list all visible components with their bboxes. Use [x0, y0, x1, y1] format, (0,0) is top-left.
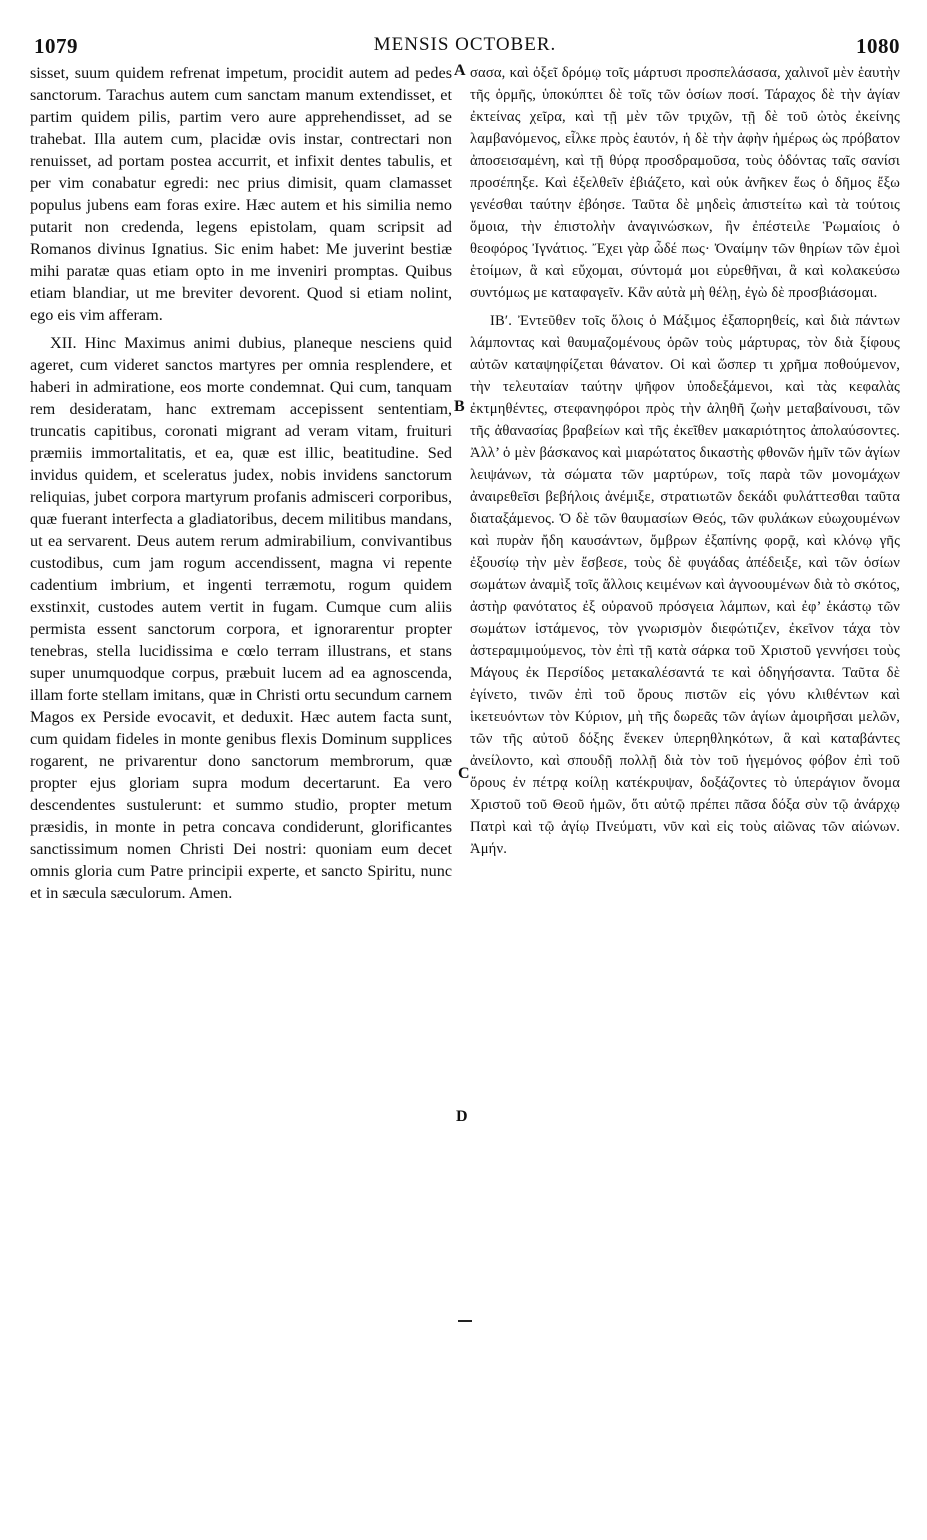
- greek-column: [470, 62, 900, 860]
- section-marker-a: A: [454, 62, 466, 79]
- page-number-left: 1079: [34, 34, 78, 58]
- greek-paragraph-2: ΙΒʹ. Ἐντεῦθεν τοῖς ὅλοις ὁ Μάξιμος ἐξαπορηθείς, καὶ διὰ πάντων λάμποντας καὶ θαυμαζομένους ὁρῶν τοὺς μάρτυρας, τὸν διὰ ξίφους αὐτῶν καταψηφίζεται θάνατον. Οἱ καὶ ὥσπερ τι χρῆμα ποθούμενον, τὴν τελευταίαν ταύτην ψῆφον ὑποδεξάμενοι, καὶ τὰς κεφαλὰς ἐκτμηθέντες, στεφανηφόροι πρὸς τὴν ἀληθῆ ζωὴν μεταβαίνουσι, τῶν τῆς ἀθανασίας βραβείων καὶ τῆς ἐκεῖθεν μακαριότητος ἀπολαύσοντες. Ἀλλ’ ὁ μὲν βάσκανος καὶ μιαρώτατος δικαστὴς φθονῶν ἡμῖν τῶν ἁγίων λειψάνων, τὰ σώματα τῶν μαρτύρων, τοῖς παρὰ τῶν μονομάχων ἀναιρεθεῖσι βεβήλοις ἀνέμιξε, στρατιωτῶν δεκάδι φυλάττεσθαι ταῦτα διαταξάμενος. Ὁ δὲ τῶν θαυμασίων Θεός, τῶν φυλάκων εὐωχουμένων καὶ πυρὰν ἤδη καυσάντων, ὄμβρων ἐξαπίνης φορᾷ, καὶ κλόνῳ γῆς ἐξουσίῳ τὴν μὲν ἔσβεσε, τοὺς δὲ φυγάδας ἀπέδειξε, καὶ τῶν ὁσίων σωμάτων ἀναμὶξ τοῖς ἄλλοις κειμένων καὶ ἀγνοουμένων διὰ τὸ σκότος, ἀστὴρ φανότατος ἐξ οὐρανοῦ πρόσγεια λάμπων, καὶ ἐφ’ ἑκάστῳ τῶν σωμάτων ἱστάμενος, τὸν γνωρισμὸν διεφώτιζεν, ἐκεῖνον τάχα τὸν ἀστεραμιμούμενος, τὸν ἐπὶ τῇ κατὰ σάρκα τοῦ Χριστοῦ γεννήσει τοὺς Μάγους ἐκ Περσίδος μετακαλέσαντά τε καὶ ὁδηγήσαντα. Ταῦτα δὲ ἐγίνετο, τινῶν ἐπὶ τοῦ ὄρους πιστῶν εἰς γόνυ κλιθέντων καὶ ἱκετευόντων τὸν Κύριον, μὴ τῆς δωρεᾶς τῶν ἁγίων ἀμοιρῆσαι μελῶν, τῶν τῆς αὐτοῦ δόξης ἕνεκεν ὑπερηθληκότων, ἃ καὶ καταβάντες ἀνείλοντο, καὶ σπουδῇ πολλῇ διὰ τὸν τοῦ ἡγεμόνος φόβον ἐπὶ τοῦ ὄρους ἐν πέτρᾳ κοίλῃ κατέκρυψαν, δοξάζοντες τὸ ὑπεράγιον ὄνομα Χριστοῦ τοῦ Θεοῦ ἡμῶν, ὅτι αὐτῷ πρέπει πᾶσα δόξα σὺν τῷ ἀνάρχῳ Πατρὶ καὶ τῷ ἁγίῳ Πνεύματι, νῦν καὶ εἰς τοὺς αἰῶνας τῶν αἰώνων. Ἀμήν.: [470, 313, 900, 857]
- greek-paragraph-1: σασα, καὶ ὀξεῖ δρόμῳ τοῖς μάρτυσι προσπελάσασα, χαλινοῖ μὲν ἑαυτὴν τῆς ὁρμῆς, ὑποκύπτει δὲ τοῖς τῶν ὁσίων ποσί. Τάραχος δὲ τὴν ἁγίαν ἐκτείνας χεῖρα, καὶ τῇ μὲν τῶν τριχῶν, τῇ δὲ τοῦ ὠτὸς ἐκείνης λαμβανόμενος, εἷλκε πρὸς ἑαυτόν, ἡ δὲ τὴν ἀφὴν ἡμέρως ὡς πρόβατον ἀποσεισαμένη, καὶ τῇ θύρᾳ προσδραμοῦσα, τοὺς ὀδόντας ταῖς σανίσι προσέπηξε. Καὶ ἐξελθεῖν ἐβιάζετο, καὶ οὐκ ἀνῆκεν ἕως ὁ δῆμος ἔξω γενέσθαι ταύτην ἐβόησε. Ταῦτα δὲ μηδεὶς ἀπιστείτω καὶ τὰ τούτοις ὅμοια, τὴν ἐπιστολὴν ἀναγινώσκων, ἣν ἐπέστειλε Ῥωμαίοις ὁ θεοφόρος Ἰγνάτιος. Ἔχει γὰρ ὧδέ πως· Ὀναίμην τῶν θηρίων τῶν ἐμοὶ ἑτοίμων, ἃ καὶ εὔχομαι, σύντομά μοι εὑρεθῆναι, ἃ καὶ κολακεύσω συντόμως με καταφαγεῖν. Κἂν αὐτὰ μὴ θέλῃ, ἐγὼ δὲ προσβιάσομαι.: [470, 65, 900, 301]
- page-header: [30, 34, 900, 60]
- section-marker-d: D: [456, 1108, 468, 1125]
- page-number-right: 1080: [856, 34, 900, 58]
- section-marker-c: C: [458, 765, 470, 782]
- latin-paragraph-2: XII. Hinc Maximus animi dubius, planeque nesciens quid ageret, cum videret sanctos martyres per omnia resplendere, et haberi in admiratione, eos morte condemnat. Qui cum, tanquam rem desideratam, hanc extremam accepissent sententiam, truncatis capitibus, coronati migrant ad veram vitam, fruituri præmiis immortalitatis, et ea, quæ est illic, beatitudine. Sed invidus quidem, et sceleratus judex, nobis invidens sanctorum reliquias, jubet corpora martyrum profanis admisceri corporibus, quæ fuerant interfecta a gladiatoribus, decem militibus mandans, ut ea servarent. Deus autem rerum admirabilium, convivantibus custodibus, cum jam rogum accendissent, magna vi repente cadentium imbrium, et ingenti terræmotu, rogum quidem exstinxit, custodes autem vertit in fugam. Cumque cum aliis permista essent sanctorum corpora, et ignorarentur propter tenebras, stella lucidissima e cœlo terram illustrans, et stans super unumquodque corpus, præbuit lucem ad ea agnoscenda, illam forte stellam imitans, quæ in Christi ortu secundum carnem Magos ex Perside evocavit, et deduxit. Hæc autem facta sunt, cum quidam fideles in monte genibus flexis Dominum supplices rogarent, ne privarentur dono sanctorum membrorum, quæ propter ejus gloriam supra modum decertarunt. Ea vero descendentes sustulerunt: et summo studio, propter metum præsidis, in monte in petra concava condiderunt, glorificantes sanctissimum nomen Christi Dei nostri: quoniam eum decet omnis gloria cum Patre principii experte, et sancto Spiritu, nunc et in sæcula sæculorum. Amen.: [30, 334, 452, 902]
- footer-rule: [458, 1320, 472, 1322]
- latin-paragraph-1: sisset, suum quidem refrenat impetum, procidit autem ad pedes sanctorum. Tarachus autem cum sanctam manum extendisset, et partim quidem pilis, partim vero aure apprehendisset, ad se trahebat. Illa autem cum, placidæ ovis instar, contrectari non renuisset, ad portam postea accurrit, et infixit dentes tabulis, et per vim conabatur egredi: nec prius dimisit, quam clamasset populus jubens eam foras exire. Hæc autem et his similia nemo putarit non credenda, legens epistolam, quam scripsit ad Romanos divinus Ignatius. Sic enim habet: Me juverint bestiæ mihi paratæ quas etiam opto in me inveniri promptas. Quibus etiam blandiar, ut me breviter devorent. Quod si etiam nolint, ego eis vim afferam.: [30, 64, 452, 324]
- section-marker-b: B: [454, 398, 465, 415]
- running-title: MENSIS OCTOBER.: [373, 34, 557, 55]
- latin-column: [30, 62, 452, 904]
